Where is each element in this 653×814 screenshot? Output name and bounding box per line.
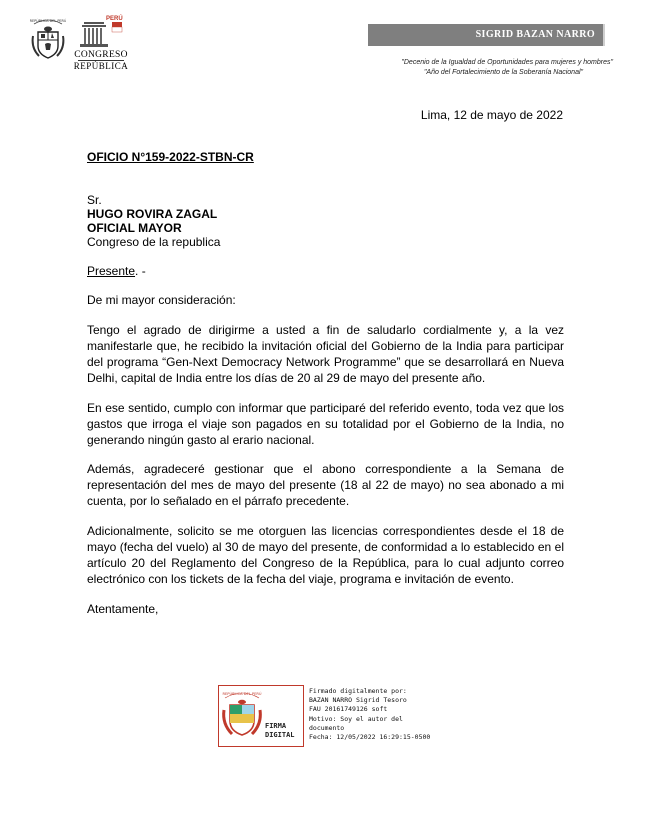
letter-date: Lima, 12 de mayo de 2022	[420, 108, 563, 122]
shield-arc-text: REPÚBLICA DEL PERÚ	[30, 19, 66, 23]
congressperson-name-bar: SIGRID BAZAN NARRO	[368, 24, 605, 46]
presente-line	[87, 263, 564, 279]
recipient-title: OFICIAL MAYOR	[87, 221, 182, 235]
presente-suffix: . -	[135, 264, 146, 278]
firma-digital-label	[265, 722, 295, 740]
signature-details	[309, 687, 449, 742]
letter-reference: OFICIO N°159-2022-STBN-CR	[87, 150, 254, 164]
greeting: De mi mayor consideración:	[87, 293, 236, 307]
body-paragraph: Adicionalmente, solicito se me otorguen las licencias correspondientes desde el 18 de mayo (fecha del vuelo) al 30 de mayo del presente, de conformidad a lo establecido en el artículo 20 del Reglamento del Congreso de la República, para lo cual adjunto correo electrónico con los tickets de la fecha del viaje, programa e invitación de evento.	[87, 524, 564, 586]
signature-line: Motivo: Soy el autor del	[309, 714, 403, 723]
salutation-prefix: Sr.	[87, 193, 102, 207]
stamp-arc-text: REPÚBLICA DEL PERÚ	[222, 692, 262, 696]
recipient-organization: Congreso de la republica	[87, 235, 221, 249]
republica-label: REPÚBLICA	[73, 61, 129, 71]
signature-line: Fecha: 12/05/2022 16:29:15-0500	[309, 733, 431, 742]
congreso-label: CONGRESO	[74, 50, 128, 60]
presente-word: Presente	[87, 264, 136, 278]
congreso-logo	[72, 14, 130, 72]
firma-label-line1: FIRMA	[265, 722, 287, 730]
body-paragraph: Tengo el agrado de dirigirme a usted a fin de saludarlo cordialmente y, a la vez manifestarle que, he recibido la invitación oficial del Gobierno de la India para participar del programa “Gen-Next Democracy Network Programme” que se desarrollará en Nueva Delhi, capital de India entre los días de 20 al 29 de mayo del presente año.	[87, 323, 564, 385]
body-paragraph: En ese sentido, cumplo con informar que participaré del referido evento, toda vez que los gastos que irroga el viaje son pagados en su totalidad por el Gobierno de la India, no generando ningún gasto al erario nacional.	[87, 401, 564, 447]
recipient-name: HUGO ROVIRA ZAGAL	[87, 207, 218, 221]
signature-line: documento	[309, 723, 345, 732]
decade-motto: "Decenio de la Igualdad de Oportunidades para mujeres y hombres"	[401, 59, 613, 66]
peru-coat-of-arms-icon	[30, 16, 66, 62]
year-motto: "Año del Fortalecimiento de la Soberanía Nacional"	[423, 69, 583, 76]
body-paragraph: Además, agradeceré gestionar que el abono correspondiente a la Semana de representación del mes de mayo del presente (18 al 22 de mayo) no sea abonado a mi cuenta, por lo señalado en el párrafo precedente.	[87, 462, 564, 508]
closing: Atentamente,	[87, 602, 159, 616]
signature-line: BAZAN NARRO Sigrid Tesoro	[309, 696, 407, 705]
signature-line: Firmado digitalmente por:	[309, 687, 407, 695]
peru-shield-icon	[219, 686, 265, 746]
signature-line: FAU 20161749126 soft	[309, 705, 388, 714]
peru-label: PERÚ	[106, 16, 123, 22]
firma-label-line2: DIGITAL	[265, 731, 295, 739]
digital-signature-stamp	[218, 685, 304, 747]
